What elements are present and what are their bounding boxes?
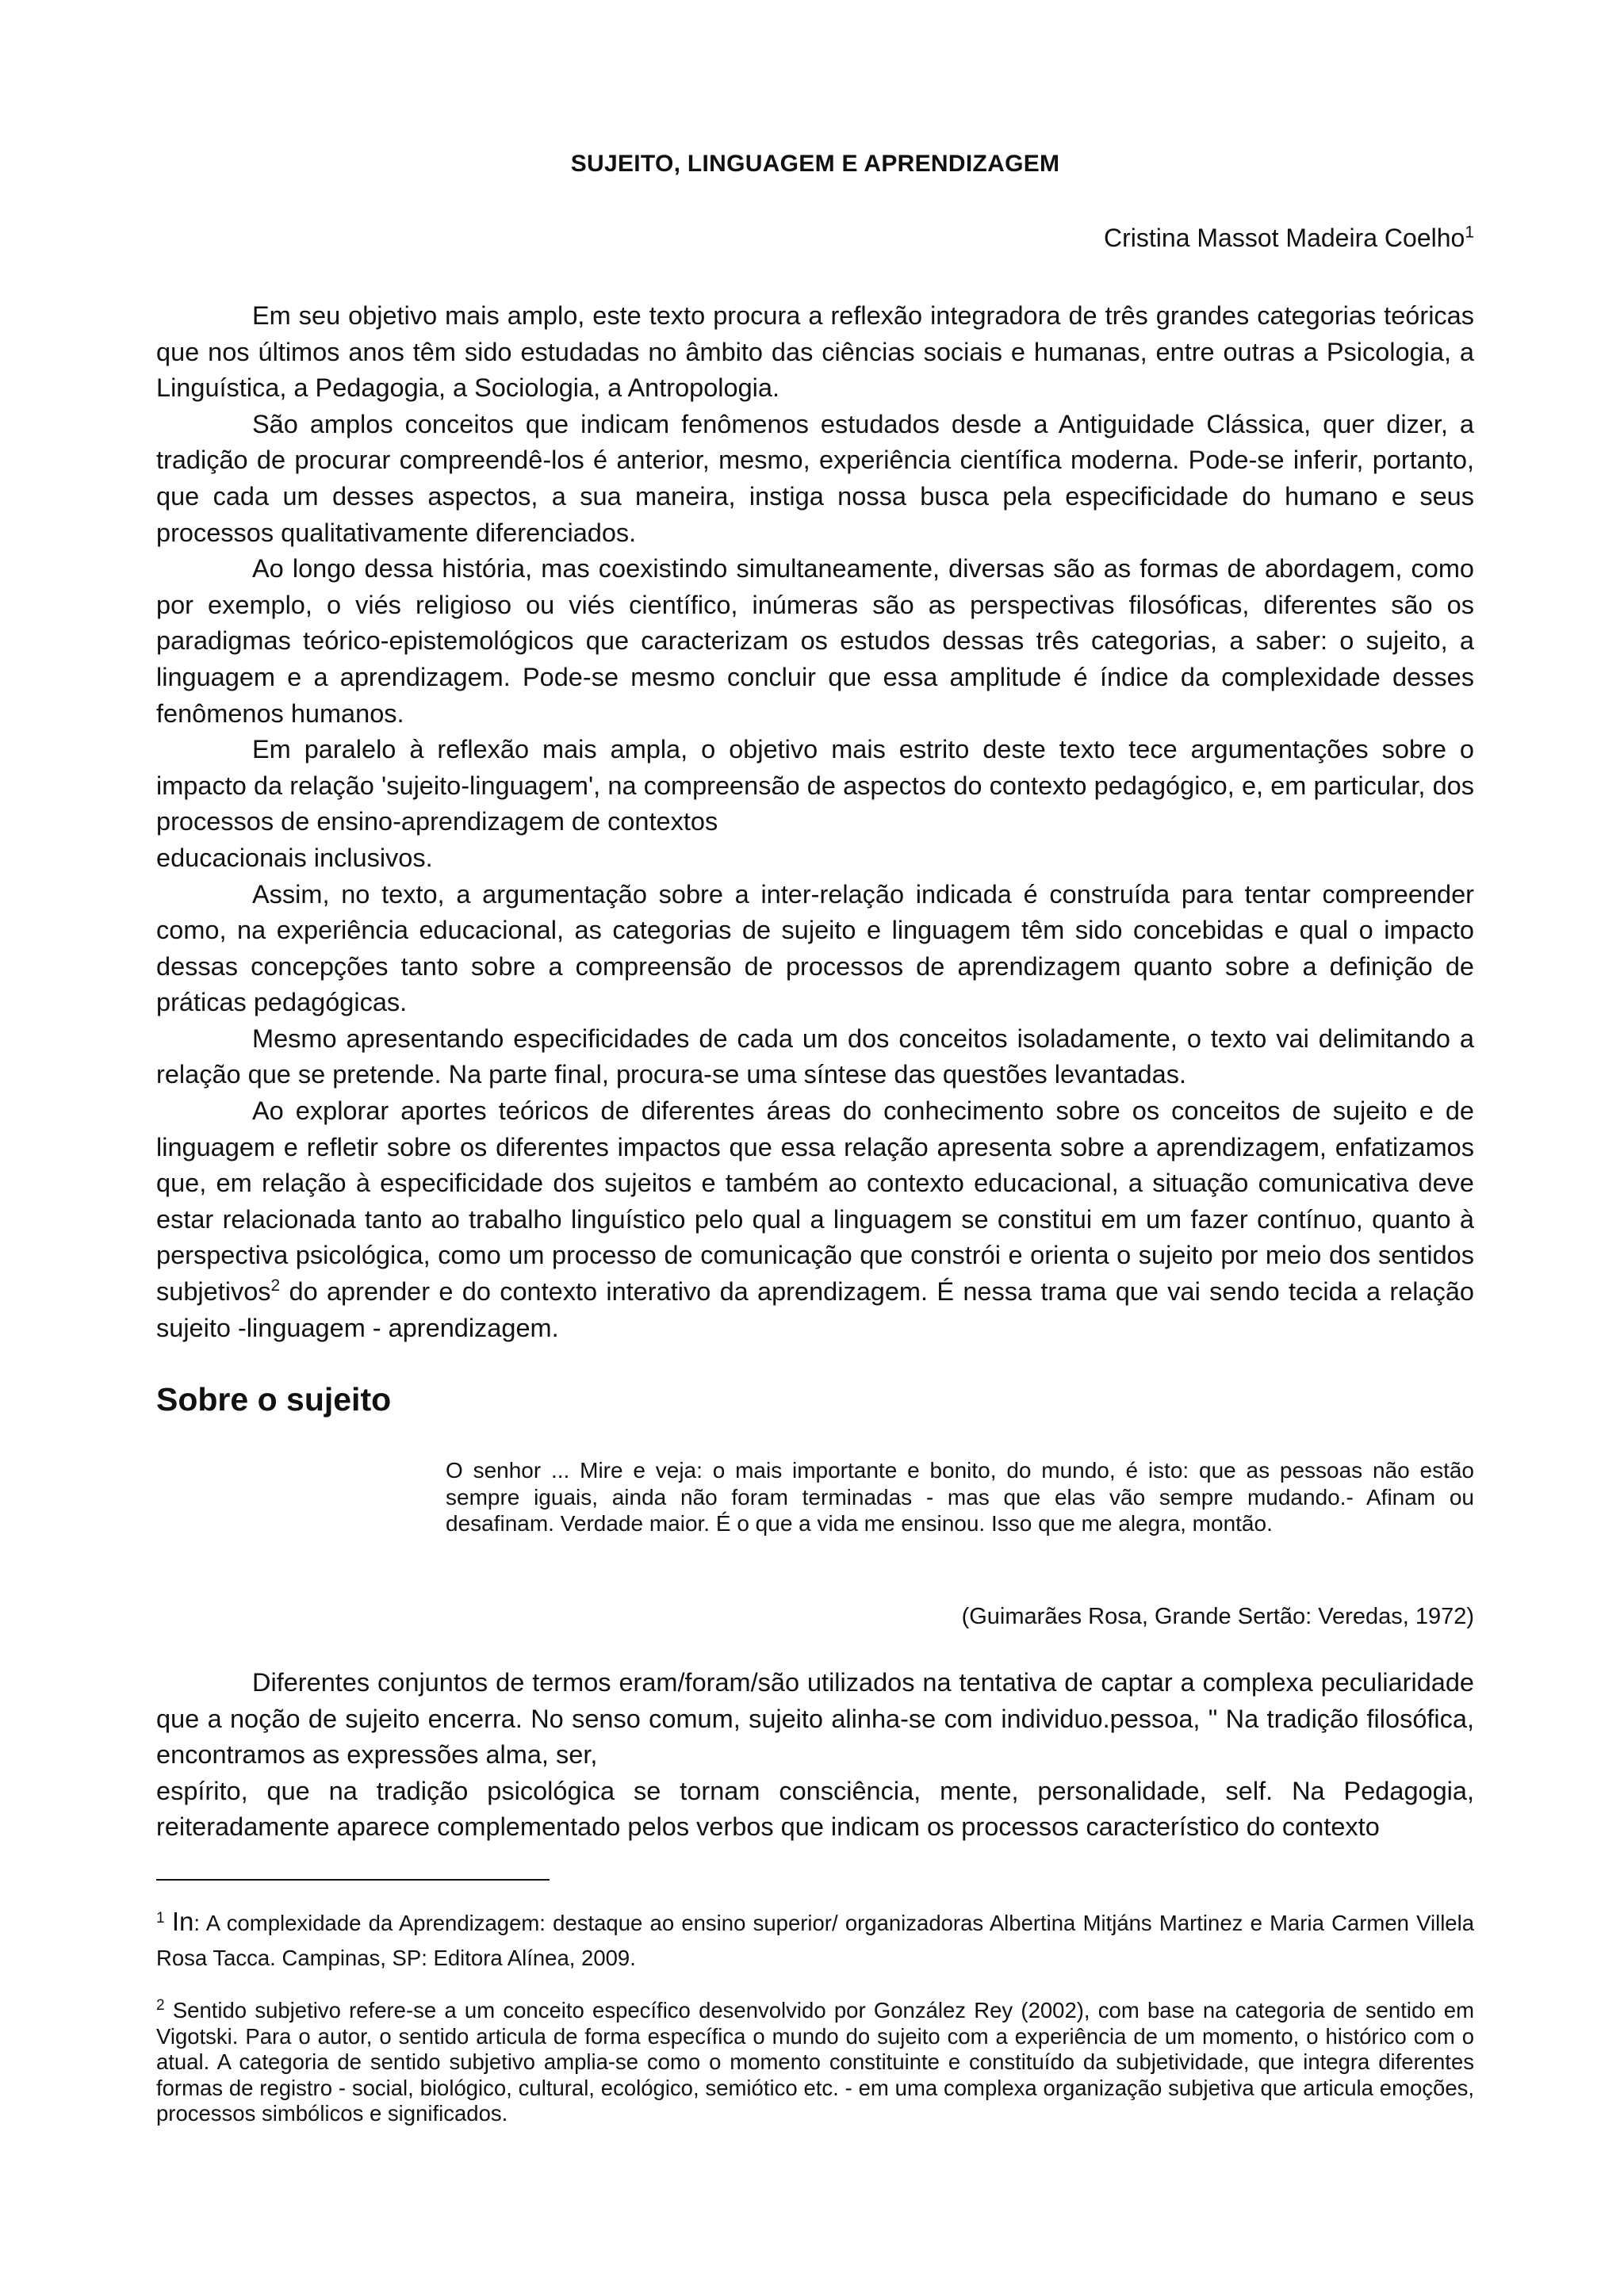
body-text (156, 298, 1474, 1346)
author-line (156, 224, 1474, 253)
footnote-lead: In (171, 1907, 194, 1936)
footnote-marker: 2 (156, 1996, 165, 2014)
epigraph-source: (Guimarães Rosa, Grande Sertão: Veredas, 1972) (961, 1604, 1474, 1629)
paragraph-text: do aprender e do contexto interativo da aprendizagem. É nessa trama que vai sendo tecida a relação sujeito -linguagem - aprendizagem. (156, 1277, 1474, 1342)
paragraph: Mesmo apresentando especificidades de cada um dos conceitos isoladamente, o texto vai delimitando a relação que se pretende. Na parte final, procura-se uma síntese das questões levantadas. (156, 1024, 1474, 1089)
paragraph: Diferentes conjuntos de termos eram/foram/são utilizados na tentativa de captar a complexa peculiaridade que a noção de sujeito encerra. No senso comum, sujeito alinha-se com individuo.pessoa, " Na tradição filosófica, encontramos as expressões alma, ser, (156, 1668, 1474, 1770)
paragraph (156, 1093, 1474, 1346)
footnote-separator (156, 1879, 550, 1881)
footnote-text: : A complexidade da Aprendizagem: destaque ao ensino superior/ organizadoras Albertina Mitjáns Martinez e Maria Carmen Villela Rosa Tacca. Campinas, SP: Editora Alínea, 2009. (156, 1911, 1475, 1970)
section-heading: Sobre o sujeito (156, 1381, 392, 1418)
paragraph: Em seu objetivo mais amplo, este texto procura a reflexão integradora de três grandes categorias teóricas que nos últimos anos têm sido estudadas no âmbito das ciências sociais e humanas, entre outras a Psicologia, a Linguística, a Pedagogia, a Sociologia, a Antropologia. (156, 301, 1474, 403)
section-body-text (156, 1665, 1474, 1846)
footnote-1 (156, 1904, 1474, 1976)
paragraph-continuation: educacionais inclusivos. (156, 843, 433, 872)
document-title: SUJEITO, LINGUAGEM E APRENDIZAGEM (570, 151, 1060, 177)
paragraph: Ao longo dessa história, mas coexistindo simultaneamente, diversas são as formas de abordagem, como por exemplo, o viés religioso ou viés científico, inúmeras são as perspectivas filosóficas, diferentes são os paradigmas teórico-epistemológicos que caracterizam os estudos dessas três categorias, a saber: o sujeito, a linguagem e a aprendizagem. Pode-se mesmo concluir que essa amplitude é índice da complexidade desses fenômenos humanos. (156, 554, 1474, 728)
epigraph-quote: O senhor ... Mire e veja: o mais importante e bonito, do mundo, é isto: que as pessoas não estão sempre iguais, ainda não foram terminadas - mas que elas vão sempre mudando.- Afinam ou desafinam. Verdade maior. É o que a vida me ensinou. Isso que me alegra, montão. (446, 1458, 1474, 1536)
paragraph: São amplos conceitos que indicam fenômenos estudados desde a Antiguidade Clássica, quer dizer, a tradição de procurar compreendê-los é anterior, mesmo, experiência científica moderna. Pode-se inferir, portanto, que cada um desses aspectos, a sua maneira, instiga nossa busca pela especificidade do humano e seus processos qualitativamente diferenciados. (156, 409, 1474, 547)
footnote-marker: 1 (156, 1909, 165, 1927)
footnote-text: Sentido subjetivo refere-se a um conceito específico desenvolvido por González Rey (2002), com base na categoria de sentido em Vigotski. Para o autor, o sentido articula de forma específica o mundo do sujeito com a experiência de um momento, o histórico com o atual. A categoria de sentido subjetivo amplia-se como o momento constituinte e constituído da subjetividade, que integra diferentes formas de registro - social, biológico, cultural, ecológico, semiótico etc. - em uma complexa organização subjetiva que articula emoções, processos simbólicos e significados. (156, 1998, 1474, 2126)
author-footnote-ref[interactable]: 1 (1465, 223, 1474, 242)
author-name: Cristina Massot Madeira Coelho (1104, 224, 1465, 252)
paragraph: Assim, no texto, a argumentação sobre a inter-relação indicada é construída para tentar compreender como, na experiência educacional, as categorias de sujeito e linguagem têm sido concebidas e qual o impacto dessas concepções tanto sobre a compreensão de processos de aprendizagem quanto sobre a definição de práticas pedagógicas. (156, 879, 1474, 1017)
paragraph: Em paralelo à reflexão mais ampla, o objetivo mais estrito deste texto tece argumentações sobre o impacto da relação 'sujeito-linguagem', na compreensão de aspectos do contexto pedagógico, e, em particular, dos processos de ensino-aprendizagem de contextos (156, 735, 1474, 836)
footnote-ref[interactable]: 2 (270, 1276, 281, 1295)
paragraph-text: Ao explorar aportes teóricos de diferentes áreas do conhecimento sobre os conceitos de sujeito e de linguagem e refletir sobre os diferentes impactos que essa relação apresenta sobre a aprendizagem, enfatizamos que, em relação à especificidade dos sujeitos e também ao contexto educacional, a situação comunicativa deve estar relacionada tanto ao trabalho linguístico pelo qual a linguagem se constitui em um fazer contínuo, quanto à perspectiva psicológica, como um processo de comunicação que constrói e orienta o sujeito por meio dos sentidos subjetivos (156, 1096, 1474, 1307)
footnote-2 (156, 1998, 1474, 2127)
paragraph-continuation: espírito, que na tradição psicológica se tornam consciência, mente, personalidade, self. Na Pedagogia, reiteradamente aparece complementado pelos verbos que indicam os processos característico do contexto (156, 1776, 1474, 1842)
